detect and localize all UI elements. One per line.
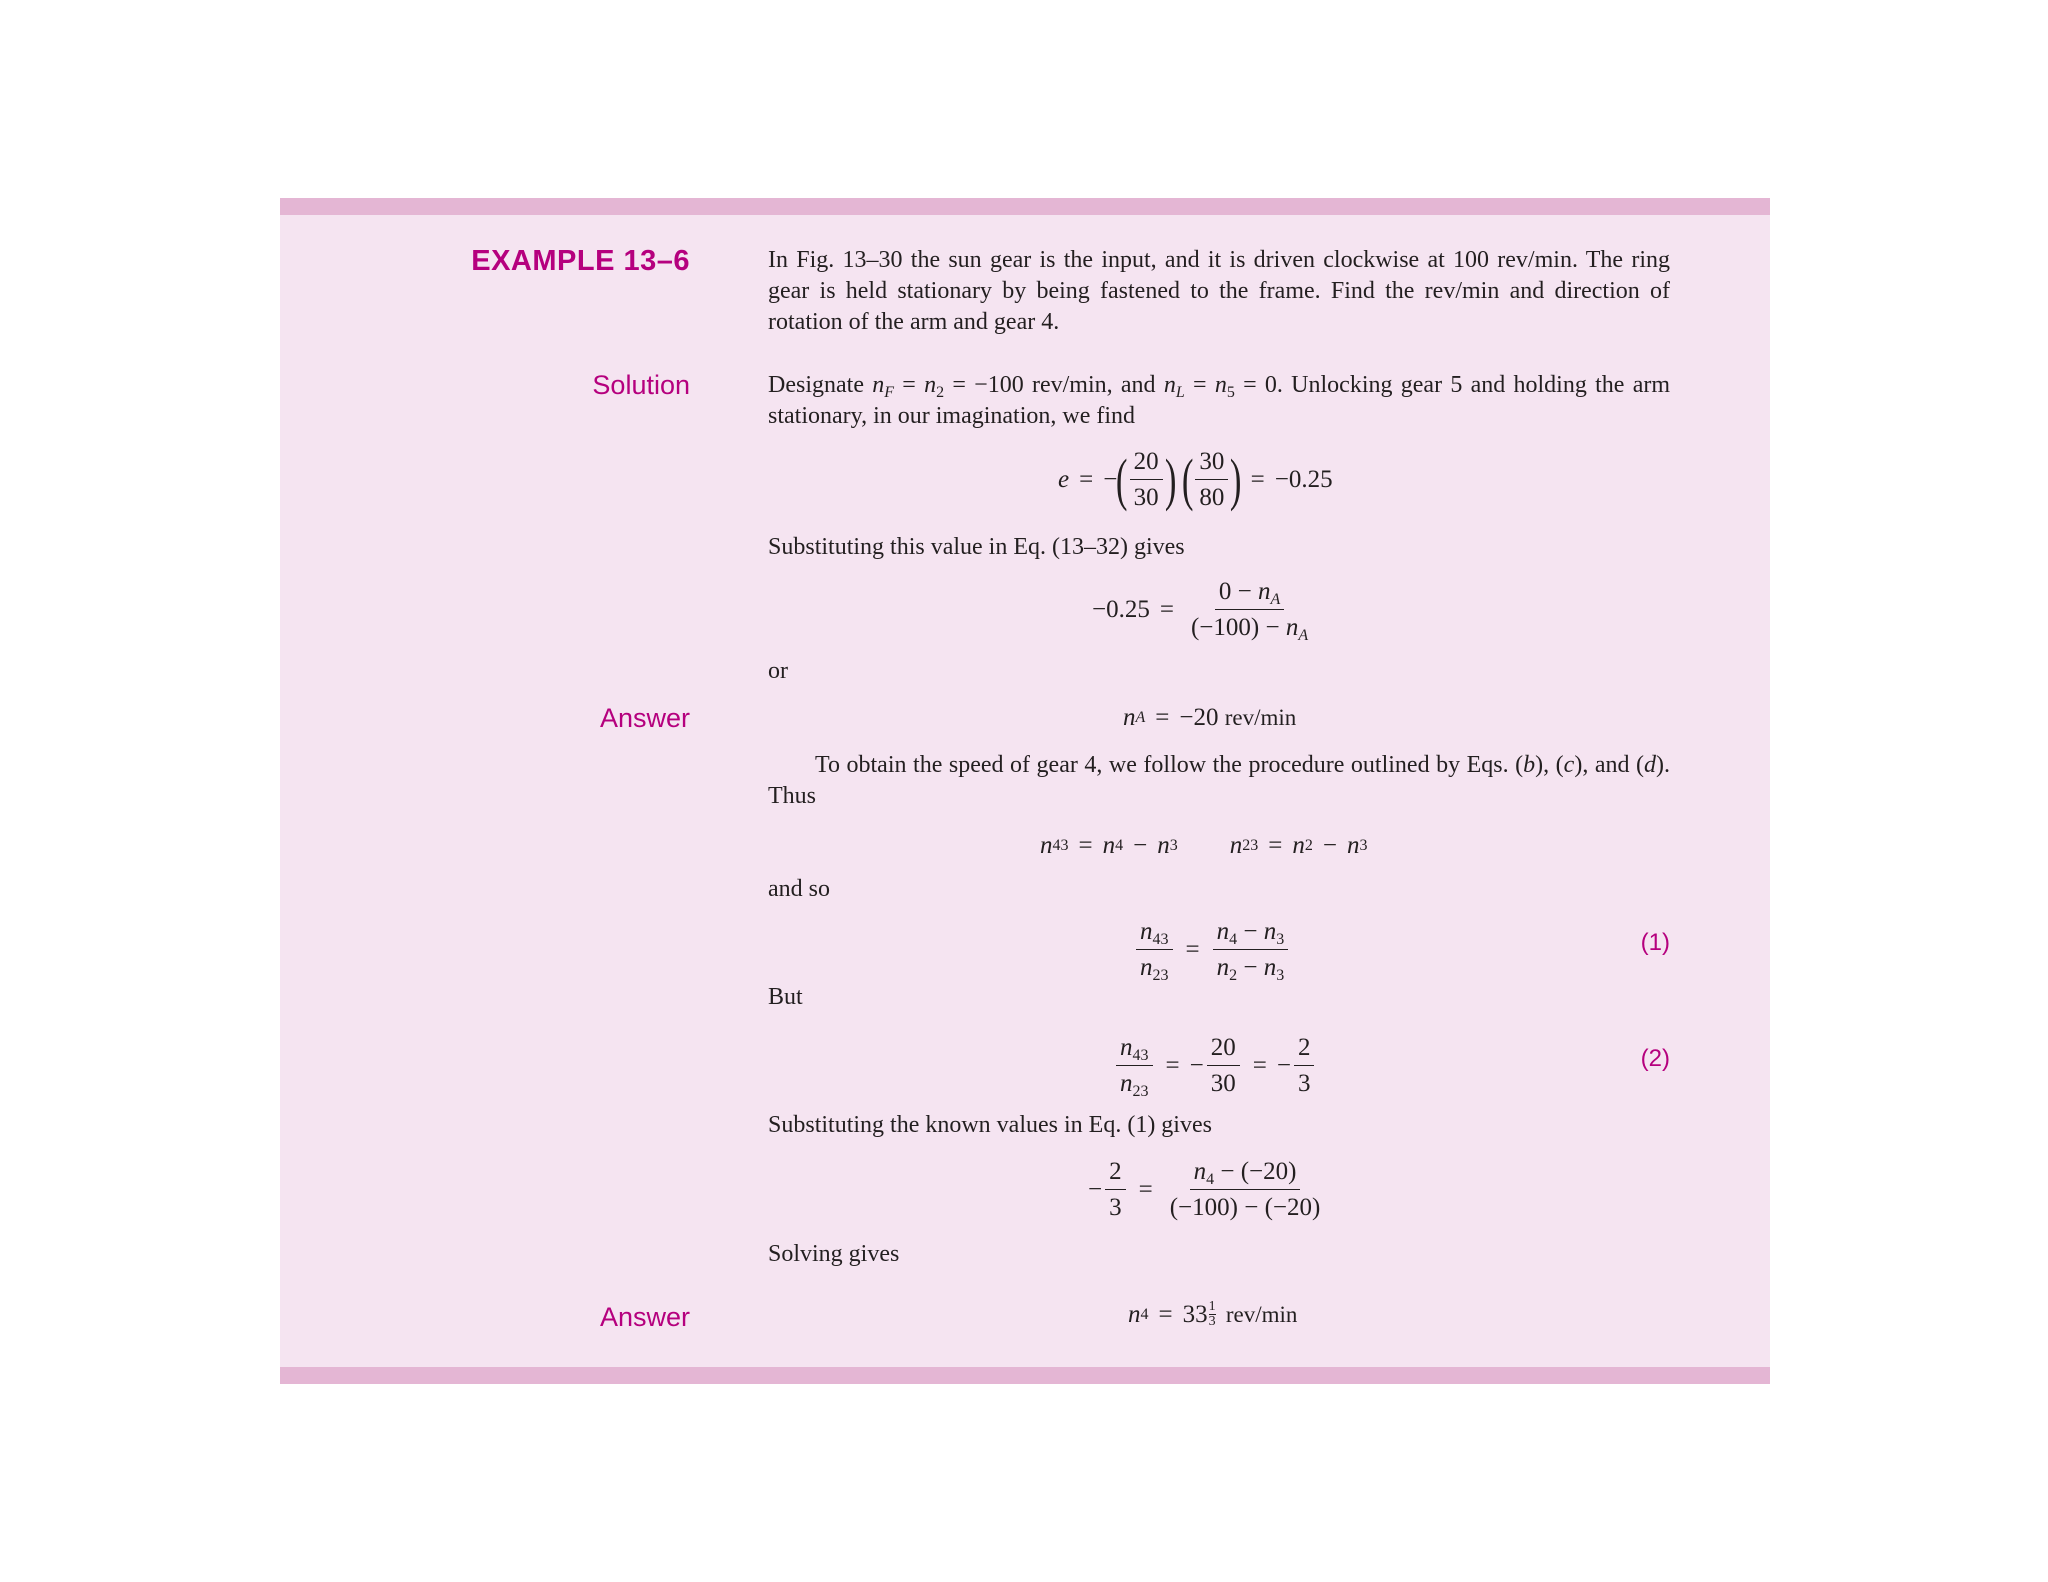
equation-1: $\frac{n_{43}}{n_{23}}$ = $\frac{n_4 - n_3}{n_2 - n_3}$ (1133, 916, 1291, 983)
example-label: EXAMPLE 13–6 (471, 245, 690, 277)
and-so-text: and so (768, 876, 830, 902)
example-panel (280, 198, 1770, 1384)
or-text: or (768, 658, 788, 684)
answer-label-1: Answer (599, 703, 690, 733)
solving-text: Solving gives (768, 1241, 900, 1267)
known-values-text: Substituting the known values in Eq. (1) gives (768, 1112, 1212, 1138)
solution-label: Solution (592, 370, 690, 400)
problem-statement: In Fig. 13–30 the sun gear is the input, and it is driven clockwise at 100 rev/min. The ring gear is held stationary by being fastened to the frame. Find the rev/min and direction of rotation of the arm and gear 4. (768, 247, 1670, 335)
designate-paragraph: Designate $n_F = n_2 = -100$ rev/min, and $n_L = n_5 = 0$. Unlocking gear 5 and holding the arm stationary, in our imagination, we find (768, 372, 1671, 429)
equation-substitution: −0.25 = $\frac{0 - n_A}{(-100) - n_A}$ (1092, 578, 1309, 644)
top-band (280, 198, 1770, 215)
but-text: But (768, 984, 803, 1010)
answer-label-2: Answer (599, 1302, 690, 1332)
substituting-text: Substituting this value in Eq. (13–32) gives (768, 534, 1185, 560)
equation-2: $\frac{n_{43}}{n_{23}}$ = − $\frac{20}{30}$ = − $\frac{2}{3}$ (1113, 1032, 1317, 1099)
equation-1-number: (1) (1640, 929, 1670, 956)
answer-arm-speed: n A = −20 rev/min (1123, 704, 1297, 731)
procedure-paragraph: To obtain the speed of gear 4, we follow the procedure outlined by Eqs. (b), (c), and (d). Thus (768, 752, 1671, 809)
bottom-band (280, 1367, 1770, 1384)
equation-2-number: (2) (1640, 1045, 1670, 1072)
answer-gear-4-speed: n 4 = 33 1 3 rev/min (1128, 1299, 1298, 1329)
equation-e: e = − ( $\frac{20}{30}$ ) ( $\frac{30}{80}$ ) = −0.25 (1058, 446, 1333, 512)
equation-known: − $\frac{2}{3}$ = $\frac{n_4 - (-20)}{(-100) - (-20)}$ (1088, 1158, 1321, 1221)
relative-speed-equations: n 43 = n 4 − n 3 n 23 = n 2 − n 3 (1040, 832, 1368, 859)
